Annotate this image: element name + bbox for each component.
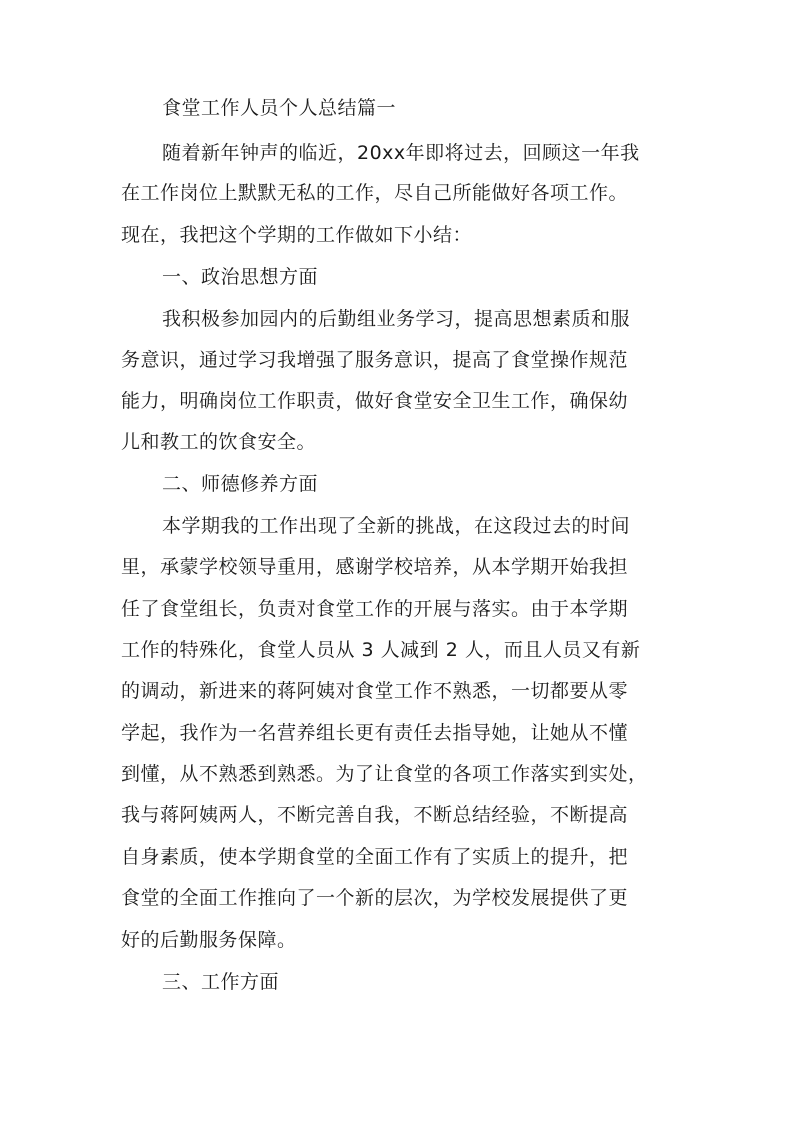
intro-line-3: 现在，我把这个学期的工作做如下小结： bbox=[121, 224, 473, 246]
section-2-line-7: 到懂，从不熟悉到熟悉。为了让食堂的各项工作落实到实处， bbox=[121, 763, 648, 785]
section-1-line-4: 儿和教工的饮食安全。 bbox=[121, 431, 317, 453]
section-1-line-1: 我积极参加园内的后勤组业务学习，提高思想素质和服 bbox=[162, 308, 631, 330]
document-title: 食堂工作人员个人总结篇一 bbox=[162, 97, 397, 119]
section-2-line-1: 本学期我的工作出现了全新的挑战，在这段过去的时间 bbox=[162, 515, 631, 537]
section-2-line-2: 里，承蒙学校领导重用，感谢学校培养，从本学期开始我担 bbox=[121, 556, 629, 578]
section-2-line-8: 我与蒋阿姨两人，不断完善自我，不断总结经验，不断提高 bbox=[121, 804, 629, 826]
section-2-line-11: 好的后勤服务保障。 bbox=[121, 929, 297, 951]
section-2-line-5: 的调动，新进来的蒋阿姨对食堂工作不熟悉，一切都要从零 bbox=[121, 680, 629, 702]
section-1-line-2: 务意识，通过学习我增强了服务意识，提高了食堂操作规范 bbox=[121, 349, 629, 371]
section-2-line-4: 工作的特殊化，食堂人员从 3 人减到 2 人，而且人员又有新 bbox=[121, 639, 641, 661]
section-1-heading: 一、政治思想方面 bbox=[162, 266, 319, 288]
section-2-line-6: 学起，我作为一名营养组长更有责任去指导她，让她从不懂 bbox=[121, 722, 629, 744]
section-2-line-3: 任了食堂组长，负责对食堂工作的开展与落实。由于本学期 bbox=[121, 598, 629, 620]
section-2-line-9: 自身素质，使本学期食堂的全面工作有了实质上的提升，把 bbox=[121, 846, 629, 868]
section-3-heading: 三、工作方面 bbox=[162, 971, 280, 993]
section-2-heading: 二、师德修养方面 bbox=[162, 473, 319, 495]
intro-line-2: 在工作岗位上默默无私的工作，尽自己所能做好各项工作。 bbox=[121, 182, 629, 204]
section-2-line-10: 食堂的全面工作推向了一个新的层次，为学校发展提供了更 bbox=[121, 887, 629, 909]
section-1-line-3: 能力，明确岗位工作职责，做好食堂安全卫生工作，确保幼 bbox=[121, 390, 629, 412]
intro-line-1: 随着新年钟声的临近，20xx年即将过去，回顾这一年我 bbox=[162, 142, 640, 164]
